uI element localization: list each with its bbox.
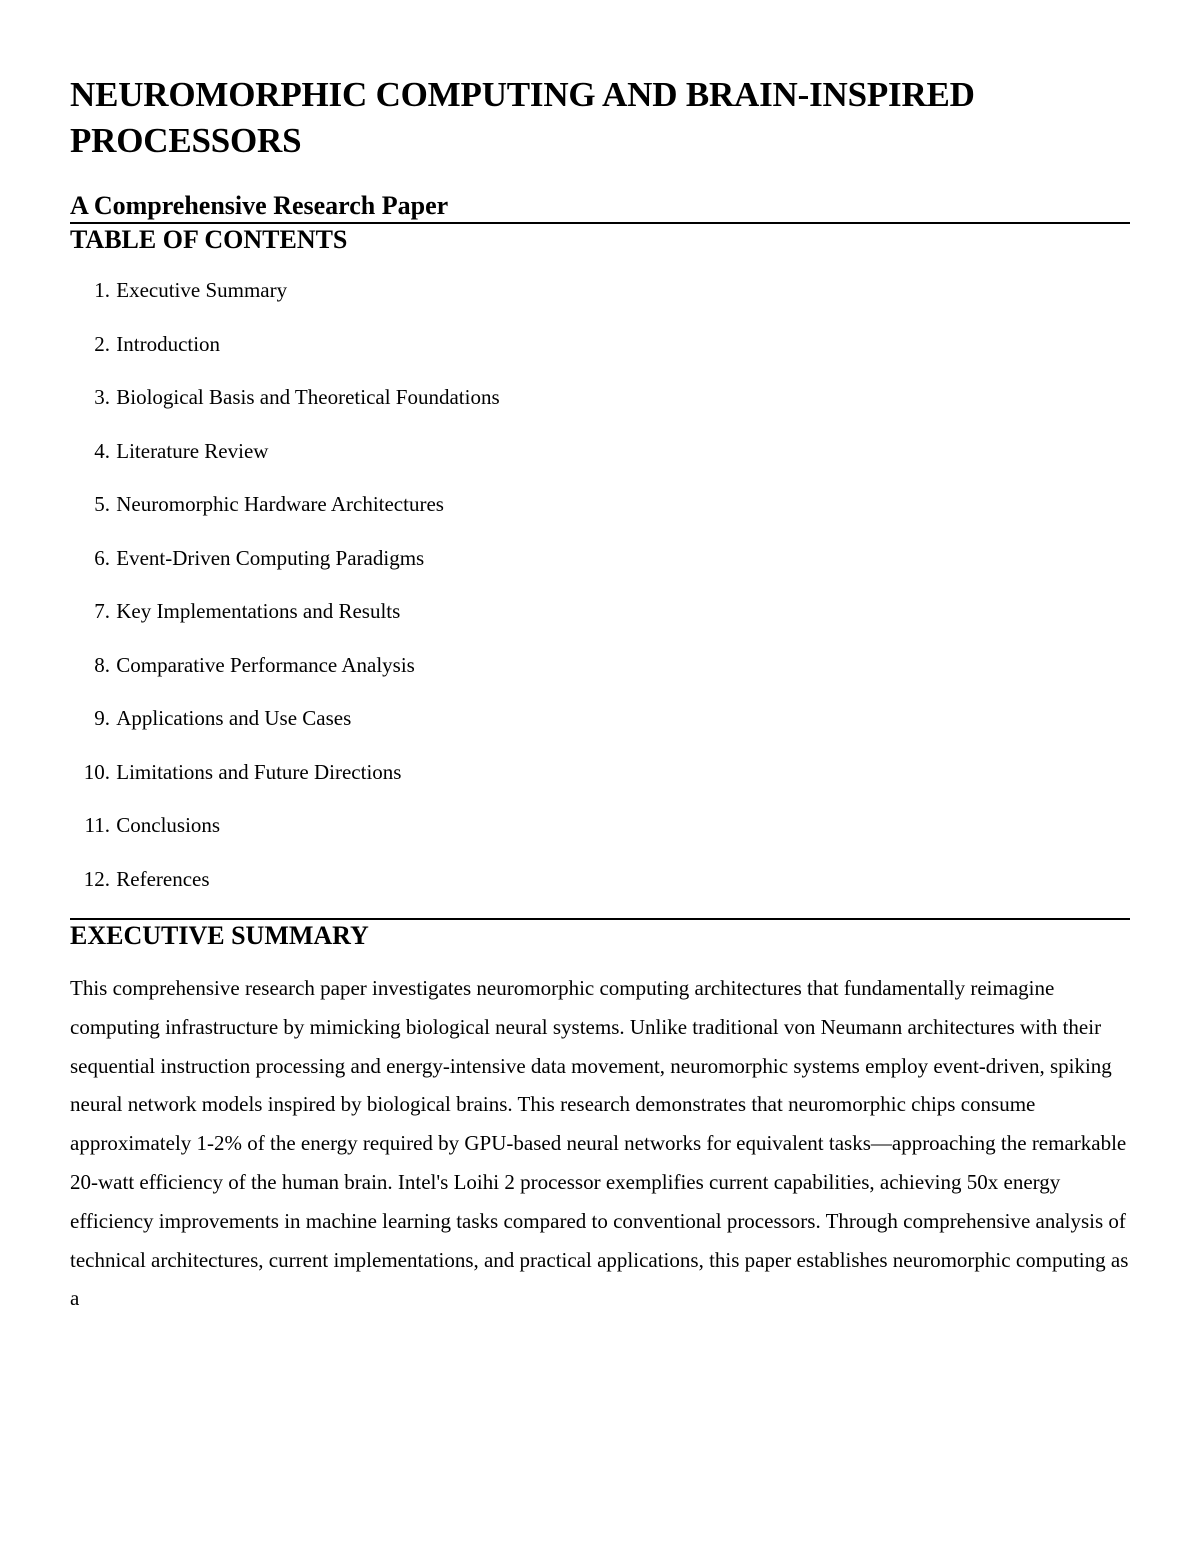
toc-item bbox=[70, 383, 1130, 411]
document-subtitle: A Comprehensive Research Paper bbox=[70, 191, 449, 220]
toc-item bbox=[70, 811, 1130, 839]
toc-item bbox=[70, 651, 1130, 679]
toc-heading: TABLE OF CONTENTS bbox=[70, 225, 348, 254]
toc-item bbox=[70, 490, 1130, 518]
toc-item-label: Executive Summary bbox=[116, 278, 288, 302]
toc-item bbox=[70, 865, 1130, 893]
toc-item-number: 9. bbox=[94, 706, 110, 730]
toc-item-number: 10. bbox=[83, 759, 110, 784]
toc-item-label: Comparative Performance Analysis bbox=[116, 652, 415, 677]
toc-item-number: 4. bbox=[94, 438, 110, 463]
toc-item-number: 3. bbox=[94, 385, 110, 409]
toc-item bbox=[70, 704, 1130, 732]
toc-item-number: 1. bbox=[94, 278, 110, 302]
toc-item-number: 2. bbox=[94, 331, 110, 356]
toc-item-label: Conclusions bbox=[116, 813, 221, 837]
table-of-contents bbox=[70, 276, 1130, 893]
toc-item-number: 5. bbox=[94, 492, 110, 516]
toc-item-label: Literature Review bbox=[116, 438, 269, 463]
toc-item-label: Key Implementations and Results bbox=[116, 599, 401, 623]
toc-item bbox=[70, 437, 1130, 465]
executive-summary-heading: EXECUTIVE SUMMARY bbox=[70, 921, 369, 950]
toc-item-label: Limitations and Future Directions bbox=[116, 759, 402, 784]
toc-item bbox=[70, 330, 1130, 358]
toc-item-label: Introduction bbox=[116, 331, 221, 356]
toc-item bbox=[70, 758, 1130, 786]
toc-item-number: 12. bbox=[83, 866, 110, 891]
toc-item-label: Neuromorphic Hardware Architectures bbox=[116, 492, 444, 516]
document-title: NEUROMORPHIC COMPUTING AND BRAIN-INSPIRED PROCESSORS bbox=[70, 75, 975, 160]
toc-item bbox=[70, 544, 1130, 572]
toc-item-label: Event-Driven Computing Paradigms bbox=[116, 545, 425, 570]
toc-item-number: 6. bbox=[94, 545, 110, 570]
toc-item-number: 8. bbox=[94, 652, 110, 677]
toc-item-number: 7. bbox=[94, 599, 110, 623]
toc-item-label: Biological Basis and Theoretical Foundations bbox=[116, 385, 500, 409]
toc-item-label: Applications and Use Cases bbox=[116, 706, 352, 730]
toc-item-number: 11. bbox=[84, 813, 110, 837]
executive-summary-paragraph: This comprehensive research paper investigates neuromorphic computing architectures that fundamentally reimagine computing infrastructure by mimicking biological neural systems. Unlike traditional von Neumann architectures with their sequential instruction processing and energy-intensive data movement, neuromorphic systems employ event-driven, spiking neural network models inspired by biological brains. This research demonstrates that neuromorphic chips consume approximately 1-2% of the energy required by GPU-based neural networks for equivalent tasks—approaching the remarkable 20-watt efficiency of the human brain. Intel's Loihi 2 processor exemplifies current capabilities, achieving 50x energy efficiency improvements in machine learning tasks compared to conventional processors. Through comprehensive analysis of technical architectures, current implementations, and practical applications, this paper establishes neuromorphic computing as a bbox=[70, 976, 1129, 1311]
toc-item bbox=[70, 276, 1130, 304]
toc-item-label: References bbox=[116, 866, 210, 891]
toc-item bbox=[70, 597, 1130, 625]
